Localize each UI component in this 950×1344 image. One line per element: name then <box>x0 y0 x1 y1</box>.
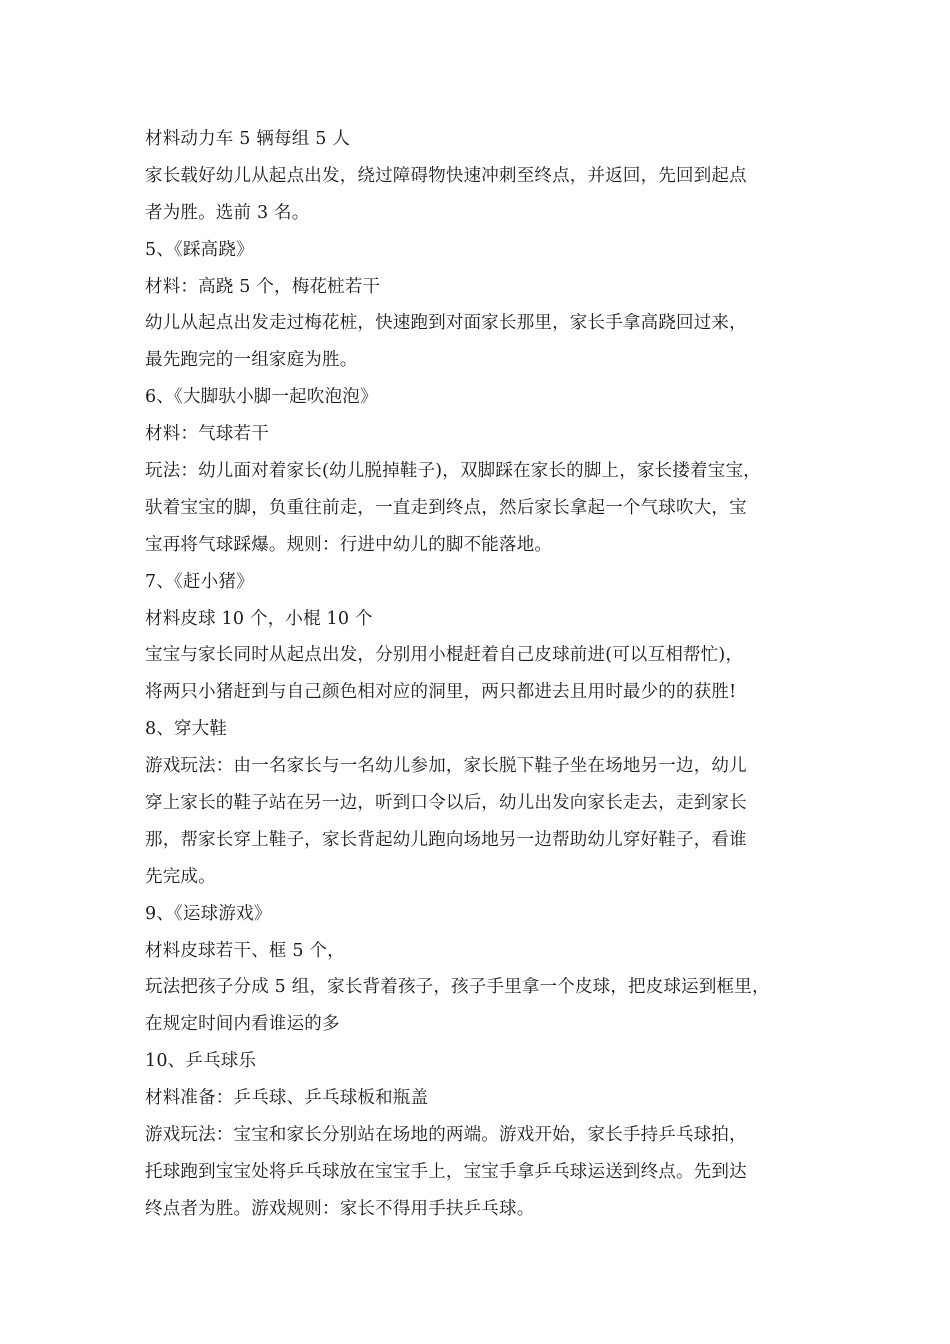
text-line: 材料动力车 5 辆每组 5 人 <box>145 129 351 149</box>
text-line: 宝再将气球踩爆。规则：行进中幼儿的脚不能落地。 <box>145 534 553 555</box>
text-line: 材料：气球若干 <box>145 424 269 445</box>
section-heading: 10、乒乓球乐 <box>145 1051 257 1072</box>
text-line: 游戏玩法：宝宝和家长分别站在场地的两端。游戏开始，家长手持乒乓球拍， <box>145 1125 747 1146</box>
text-line: 先完成。 <box>145 866 216 887</box>
section-heading: 6、《大脚驮小脚一起吹泡泡》 <box>145 387 378 408</box>
text-line: 在规定时间内看谁运的多 <box>145 1014 340 1035</box>
text-line: 幼儿从起点出发走过梅花桩，快速跑到对面家长那里，家长手拿高跷回过来， <box>145 313 747 334</box>
text-line: 驮着宝宝的脚，负重往前走，一直走到终点，然后家长拿起一个气球吹大，宝 <box>145 497 747 518</box>
section-heading: 5、《踩高跷》 <box>145 239 254 260</box>
text-line: 家长载好幼儿从起点出发，绕过障碍物快速冲刺至终点，并返回，先回到起点 <box>145 165 747 186</box>
section-heading: 7、《赶小猪》 <box>145 571 254 592</box>
text-line: 者为胜。选前 3 名。 <box>145 202 310 223</box>
text-line: 材料皮球若干、框 5 个， <box>145 940 345 961</box>
text-line: 终点者为胜。游戏规则：家长不得用手扶乒乓球。 <box>145 1198 535 1219</box>
section-heading: 8、穿大鞋 <box>145 719 228 740</box>
text-line: 材料准备：乒乓球、乒乓球板和瓶盖 <box>145 1088 429 1109</box>
text-line: 宝宝与家长同时从起点出发，分别用小棍赶着自己皮球前进(可以互相帮忙)， <box>145 645 744 666</box>
text-line: 将两只小猪赶到与自己颜色相对应的洞里，两只都进去且用时最少的的获胜! <box>145 682 737 703</box>
text-line: 材料：高跷 5 个，梅花桩若干 <box>145 276 381 297</box>
text-line: 游戏玩法：由一名家长与一名幼儿参加，家长脱下鞋子坐在场地另一边，幼儿 <box>145 756 747 777</box>
text-line: 穿上家长的鞋子站在另一边，听到口令以后，幼儿出发向家长走去，走到家长 <box>145 793 747 814</box>
text-line: 玩法把孩子分成 5 组，家长背着孩子，孩子手里拿一个皮球，把皮球运到框里， <box>145 977 770 998</box>
section-heading: 9、《运球游戏》 <box>145 903 272 924</box>
text-line: 最先跑完的一组家庭为胜。 <box>145 350 358 371</box>
text-line: 材料皮球 10 个，小棍 10 个 <box>145 608 373 629</box>
text-line: 那，帮家长穿上鞋子，家长背起幼儿跑向场地另一边帮助幼儿穿好鞋子，看谁 <box>145 829 747 850</box>
text-line: 托球跑到宝宝处将乒乓球放在宝宝手上，宝宝手拿乒乓球运送到终点。先到达 <box>145 1161 747 1182</box>
text-line: 玩法：幼儿面对着家长(幼儿脱掉鞋子)，双脚踩在家长的脚上，家长搂着宝宝， <box>145 461 761 482</box>
document-body <box>145 121 815 1228</box>
